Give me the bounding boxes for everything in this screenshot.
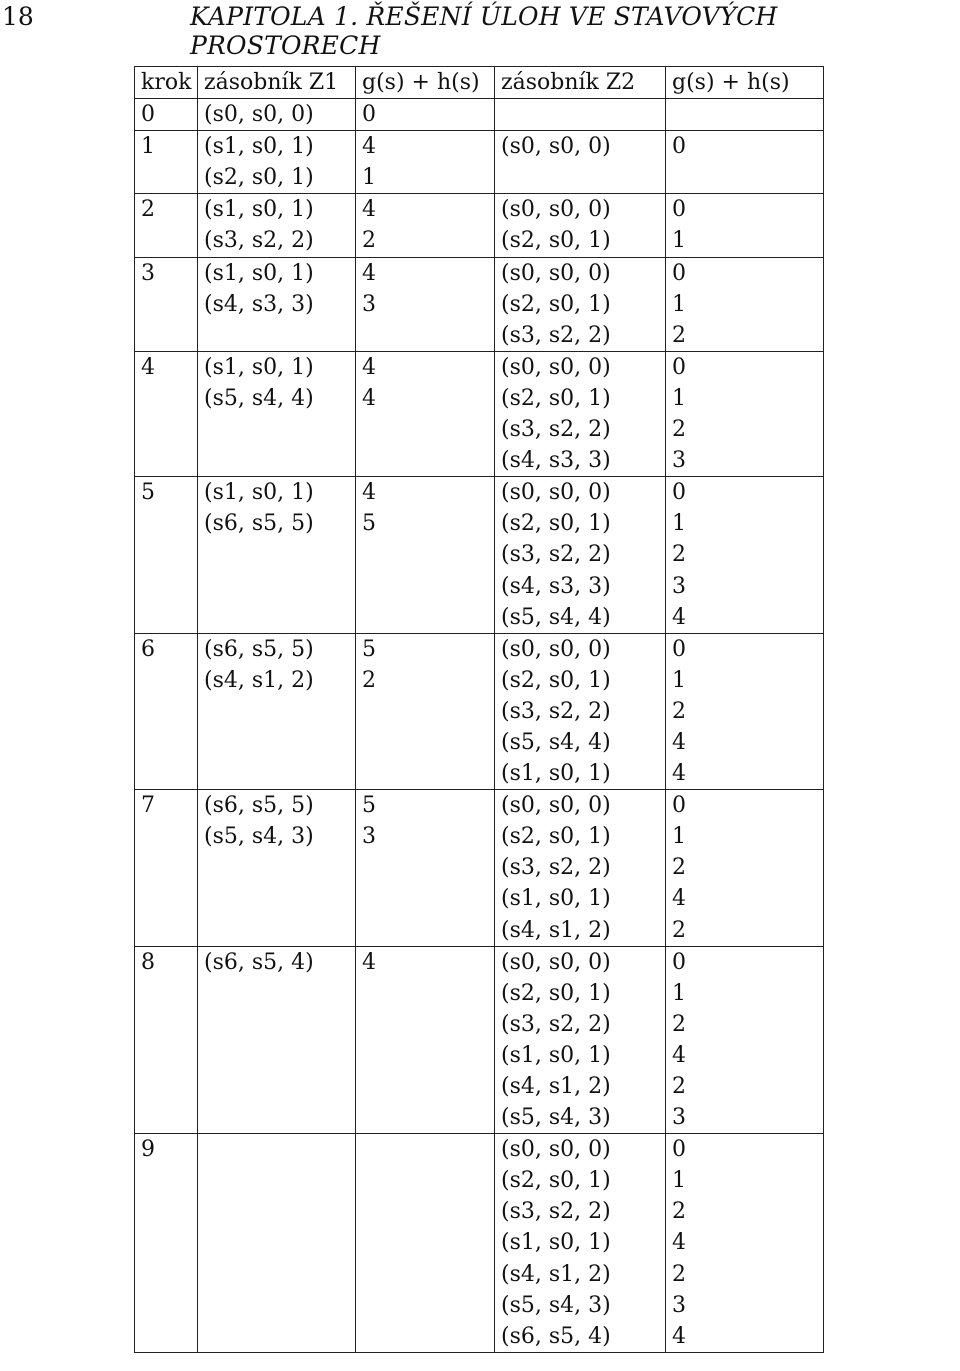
stack-z1-cost-cell: 4: [356, 257, 495, 289]
stack-z2-cost-cell: 0: [666, 477, 824, 509]
search-trace-table: [134, 66, 824, 1353]
stack-z2-cost-cell: 2: [666, 852, 824, 883]
table-row: [135, 633, 824, 665]
stack-z2-node-cell: (s2, s0, 1): [495, 821, 666, 852]
step-number-cell: [135, 915, 198, 947]
stack-z2-node-cell: (s0, s0, 0): [495, 131, 666, 163]
stack-z1-node-cell: [198, 1165, 356, 1196]
stack-z2-node-cell: (s5, s4, 4): [495, 602, 666, 634]
table-row: [135, 477, 824, 509]
stack-z2-node-cell: (s0, s0, 0): [495, 946, 666, 978]
stack-z2-node-cell: (s4, s1, 2): [495, 915, 666, 947]
step-number-cell: [135, 539, 198, 570]
stack-z2-cost-cell: 1: [666, 978, 824, 1009]
stack-z2-cost-cell: 0: [666, 131, 824, 163]
table-row: [135, 1071, 824, 1102]
step-number-cell: 3: [135, 257, 198, 289]
stack-z1-cost-cell: [356, 1290, 495, 1321]
stack-z2-cost-cell: 2: [666, 320, 824, 352]
step-number-cell: [135, 383, 198, 414]
stack-z2-cost-cell: 2: [666, 539, 824, 570]
step-number-cell: 5: [135, 477, 198, 509]
stack-z2-node-cell: (s0, s0, 0): [495, 1134, 666, 1166]
stack-z1-cost-cell: 4: [356, 194, 495, 226]
stack-z2-node-cell: [495, 99, 666, 131]
step-number-cell: [135, 508, 198, 539]
stack-z1-node-cell: [198, 978, 356, 1009]
stack-z2-cost-cell: 4: [666, 727, 824, 758]
stack-z2-cost-cell: 0: [666, 1134, 824, 1166]
table-row: [135, 1165, 824, 1196]
step-number-cell: 6: [135, 633, 198, 665]
stack-z2-node-cell: (s2, s0, 1): [495, 508, 666, 539]
stack-z2-cost-cell: 0: [666, 257, 824, 289]
stack-z2-node-cell: (s0, s0, 0): [495, 633, 666, 665]
column-header-step: krok: [135, 67, 198, 99]
step-number-cell: 1: [135, 131, 198, 163]
table-row: [135, 1290, 824, 1321]
stack-z2-cost-cell: 0: [666, 633, 824, 665]
stack-z1-node-cell: (s6, s5, 4): [198, 946, 356, 978]
table-row: [135, 571, 824, 602]
table-row: [135, 508, 824, 539]
stack-z1-cost-cell: [356, 1040, 495, 1071]
table-row: [135, 320, 824, 352]
column-header-cost-z1: g(s) + h(s): [356, 67, 495, 99]
stack-z2-node-cell: (s0, s0, 0): [495, 477, 666, 509]
stack-z1-node-cell: [198, 1196, 356, 1227]
step-number-cell: 7: [135, 790, 198, 822]
stack-z2-node-cell: (s4, s1, 2): [495, 1071, 666, 1102]
stack-z1-cost-cell: 4: [356, 131, 495, 163]
stack-z1-node-cell: [198, 1227, 356, 1258]
stack-z1-cost-cell: 5: [356, 508, 495, 539]
table-row: [135, 1259, 824, 1290]
stack-z2-cost-cell: 2: [666, 1196, 824, 1227]
stack-z1-cost-cell: [356, 727, 495, 758]
table-row: [135, 445, 824, 477]
stack-z2-cost-cell: 2: [666, 414, 824, 445]
step-number-cell: [135, 852, 198, 883]
table-row: [135, 915, 824, 947]
stack-z1-node-cell: (s1, s0, 1): [198, 477, 356, 509]
step-number-cell: [135, 1071, 198, 1102]
table-row: [135, 665, 824, 696]
stack-z2-node-cell: (s0, s0, 0): [495, 351, 666, 383]
stack-z1-cost-cell: 3: [356, 821, 495, 852]
stack-z1-node-cell: [198, 1290, 356, 1321]
stack-z2-node-cell: (s2, s0, 1): [495, 978, 666, 1009]
stack-z2-cost-cell: 1: [666, 383, 824, 414]
step-number-cell: [135, 978, 198, 1009]
table-row: [135, 99, 824, 131]
step-number-cell: [135, 1102, 198, 1134]
stack-z1-cost-cell: 2: [356, 665, 495, 696]
page-number: 18: [2, 2, 34, 31]
stack-z2-cost-cell: 4: [666, 1227, 824, 1258]
stack-z1-node-cell: [198, 1009, 356, 1040]
stack-z1-cost-cell: 4: [356, 946, 495, 978]
stack-z1-node-cell: [198, 1259, 356, 1290]
stack-z2-cost-cell: 0: [666, 194, 824, 226]
stack-z2-cost-cell: 0: [666, 790, 824, 822]
step-number-cell: [135, 414, 198, 445]
stack-z2-cost-cell: 0: [666, 351, 824, 383]
step-number-cell: [135, 758, 198, 790]
stack-z1-cost-cell: 4: [356, 477, 495, 509]
stack-z1-node-cell: [198, 883, 356, 914]
table-row: [135, 162, 824, 194]
stack-z1-cost-cell: [356, 1102, 495, 1134]
stack-z1-node-cell: [198, 1134, 356, 1166]
step-number-cell: [135, 1290, 198, 1321]
stack-z2-node-cell: (s1, s0, 1): [495, 883, 666, 914]
stack-z2-node-cell: (s3, s2, 2): [495, 1196, 666, 1227]
stack-z2-cost-cell: 2: [666, 696, 824, 727]
table-row: [135, 1227, 824, 1258]
stack-z2-node-cell: (s3, s2, 2): [495, 539, 666, 570]
stack-z1-node-cell: (s1, s0, 1): [198, 131, 356, 163]
table-row: [135, 790, 824, 822]
stack-z1-node-cell: (s4, s3, 3): [198, 289, 356, 320]
stack-z1-cost-cell: [356, 320, 495, 352]
stack-z2-cost-cell: 2: [666, 1009, 824, 1040]
stack-z1-cost-cell: [356, 571, 495, 602]
stack-z2-node-cell: (s4, s3, 3): [495, 445, 666, 477]
stack-z2-cost-cell: 1: [666, 508, 824, 539]
stack-z2-node-cell: (s3, s2, 2): [495, 696, 666, 727]
stack-z2-cost-cell: 3: [666, 1290, 824, 1321]
stack-z1-node-cell: [198, 696, 356, 727]
chapter-title: KAPITOLA 1. ŘEŠENÍ ÚLOH VE STAVOVÝCH PROSTORECH: [190, 2, 778, 60]
table-row: [135, 1040, 824, 1071]
step-number-cell: [135, 883, 198, 914]
stack-z1-cost-cell: 2: [356, 225, 495, 257]
stack-z1-node-cell: (s5, s4, 3): [198, 821, 356, 852]
stack-z1-node-cell: [198, 320, 356, 352]
step-number-cell: [135, 1040, 198, 1071]
stack-z1-node-cell: (s1, s0, 1): [198, 351, 356, 383]
step-number-cell: [135, 225, 198, 257]
stack-z1-node-cell: (s1, s0, 1): [198, 194, 356, 226]
stack-z2-node-cell: (s3, s2, 2): [495, 320, 666, 352]
stack-z2-node-cell: (s5, s4, 3): [495, 1102, 666, 1134]
stack-z2-cost-cell: 4: [666, 602, 824, 634]
stack-z1-node-cell: (s0, s0, 0): [198, 99, 356, 131]
stack-z2-node-cell: (s2, s0, 1): [495, 289, 666, 320]
stack-z2-node-cell: (s3, s2, 2): [495, 1009, 666, 1040]
stack-z1-cost-cell: [356, 1009, 495, 1040]
stack-z2-cost-cell: 1: [666, 289, 824, 320]
step-number-cell: [135, 665, 198, 696]
stack-z1-cost-cell: [356, 758, 495, 790]
running-head: [0, 0, 960, 60]
stack-z1-cost-cell: [356, 1196, 495, 1227]
table-row: [135, 727, 824, 758]
stack-z2-node-cell: (s3, s2, 2): [495, 414, 666, 445]
stack-z1-node-cell: (s1, s0, 1): [198, 257, 356, 289]
stack-z2-node-cell: (s1, s0, 1): [495, 758, 666, 790]
stack-z2-node-cell: (s6, s5, 4): [495, 1321, 666, 1353]
step-number-cell: 2: [135, 194, 198, 226]
stack-z2-cost-cell: [666, 162, 824, 194]
step-number-cell: [135, 1321, 198, 1353]
stack-z2-cost-cell: 1: [666, 225, 824, 257]
table-row: [135, 1102, 824, 1134]
stack-z2-node-cell: (s5, s4, 4): [495, 727, 666, 758]
stack-z1-cost-cell: [356, 539, 495, 570]
stack-z2-cost-cell: 2: [666, 915, 824, 947]
stack-z2-cost-cell: 0: [666, 946, 824, 978]
table-row: [135, 978, 824, 1009]
stack-z2-cost-cell: 4: [666, 883, 824, 914]
stack-z1-node-cell: [198, 915, 356, 947]
step-number-cell: [135, 162, 198, 194]
table-row: [135, 602, 824, 634]
stack-z2-cost-cell: 4: [666, 1040, 824, 1071]
stack-z1-node-cell: [198, 1321, 356, 1353]
table-row: [135, 289, 824, 320]
table-row: [135, 946, 824, 978]
stack-z1-node-cell: (s5, s4, 4): [198, 383, 356, 414]
stack-z1-node-cell: (s6, s5, 5): [198, 508, 356, 539]
table-row: [135, 351, 824, 383]
stack-z1-node-cell: [198, 539, 356, 570]
step-number-cell: [135, 1009, 198, 1040]
stack-z2-node-cell: (s0, s0, 0): [495, 790, 666, 822]
stack-z1-cost-cell: 3: [356, 289, 495, 320]
stack-z2-node-cell: (s4, s3, 3): [495, 571, 666, 602]
table-row: [135, 225, 824, 257]
stack-z2-cost-cell: [666, 99, 824, 131]
stack-z2-node-cell: (s1, s0, 1): [495, 1227, 666, 1258]
stack-z2-node-cell: (s1, s0, 1): [495, 1040, 666, 1071]
stack-z1-node-cell: [198, 414, 356, 445]
stack-z1-node-cell: [198, 852, 356, 883]
stack-z1-node-cell: [198, 1040, 356, 1071]
table-row: [135, 852, 824, 883]
stack-z1-node-cell: [198, 1102, 356, 1134]
stack-z1-cost-cell: [356, 1259, 495, 1290]
column-header-cost-z2: g(s) + h(s): [666, 67, 824, 99]
stack-z2-cost-cell: 4: [666, 758, 824, 790]
stack-z1-cost-cell: 5: [356, 633, 495, 665]
step-number-cell: 8: [135, 946, 198, 978]
stack-z2-node-cell: (s2, s0, 1): [495, 1165, 666, 1196]
stack-z1-cost-cell: [356, 852, 495, 883]
table-row: [135, 539, 824, 570]
stack-z1-cost-cell: [356, 1134, 495, 1166]
table-body: [135, 99, 824, 1353]
table-row: [135, 821, 824, 852]
stack-z2-cost-cell: 2: [666, 1071, 824, 1102]
step-number-cell: [135, 821, 198, 852]
stack-z1-node-cell: [198, 727, 356, 758]
step-number-cell: [135, 571, 198, 602]
stack-z2-cost-cell: 3: [666, 571, 824, 602]
stack-z1-node-cell: (s2, s0, 1): [198, 162, 356, 194]
stack-z1-cost-cell: 1: [356, 162, 495, 194]
stack-z2-cost-cell: 3: [666, 445, 824, 477]
stack-z2-node-cell: (s5, s4, 3): [495, 1290, 666, 1321]
table-header-row: [135, 67, 824, 99]
stack-z2-node-cell: (s2, s0, 1): [495, 383, 666, 414]
column-header-stack-z1: zásobník Z1: [198, 67, 356, 99]
stack-z2-node-cell: (s3, s2, 2): [495, 852, 666, 883]
stack-z1-cost-cell: [356, 1321, 495, 1353]
stack-z1-node-cell: [198, 445, 356, 477]
stack-z1-cost-cell: [356, 602, 495, 634]
stack-z1-node-cell: (s6, s5, 5): [198, 790, 356, 822]
step-number-cell: [135, 727, 198, 758]
stack-z1-node-cell: [198, 758, 356, 790]
stack-z1-cost-cell: [356, 445, 495, 477]
stack-z1-node-cell: (s4, s1, 2): [198, 665, 356, 696]
stack-z2-node-cell: [495, 162, 666, 194]
stack-z1-cost-cell: 0: [356, 99, 495, 131]
step-number-cell: [135, 1259, 198, 1290]
stack-z1-node-cell: [198, 602, 356, 634]
stack-z2-node-cell: (s2, s0, 1): [495, 225, 666, 257]
stack-z2-node-cell: (s4, s1, 2): [495, 1259, 666, 1290]
stack-z1-cost-cell: [356, 1227, 495, 1258]
stack-z2-node-cell: (s0, s0, 0): [495, 194, 666, 226]
stack-z1-cost-cell: [356, 915, 495, 947]
stack-z1-node-cell: [198, 571, 356, 602]
table-row: [135, 1009, 824, 1040]
step-number-cell: [135, 696, 198, 727]
table-row: [135, 1321, 824, 1353]
stack-z1-node-cell: [198, 1071, 356, 1102]
table-row: [135, 1134, 824, 1166]
step-number-cell: 0: [135, 99, 198, 131]
table-row: [135, 194, 824, 226]
step-number-cell: [135, 1227, 198, 1258]
stack-z2-node-cell: (s0, s0, 0): [495, 257, 666, 289]
stack-z2-node-cell: (s2, s0, 1): [495, 665, 666, 696]
table-row: [135, 414, 824, 445]
stack-z2-cost-cell: 1: [666, 665, 824, 696]
stack-z2-cost-cell: 3: [666, 1102, 824, 1134]
stack-z1-cost-cell: [356, 1165, 495, 1196]
stack-z1-cost-cell: [356, 696, 495, 727]
table-row: [135, 383, 824, 414]
stack-z1-cost-cell: 4: [356, 351, 495, 383]
stack-z2-cost-cell: 1: [666, 821, 824, 852]
stack-z1-cost-cell: 4: [356, 383, 495, 414]
stack-z1-cost-cell: [356, 1071, 495, 1102]
stack-z1-cost-cell: [356, 414, 495, 445]
step-number-cell: [135, 602, 198, 634]
stack-z1-node-cell: (s3, s2, 2): [198, 225, 356, 257]
step-number-cell: [135, 1196, 198, 1227]
table-row: [135, 1196, 824, 1227]
step-number-cell: 9: [135, 1134, 198, 1166]
stack-z2-cost-cell: 4: [666, 1321, 824, 1353]
stack-z1-cost-cell: 5: [356, 790, 495, 822]
table-row: [135, 883, 824, 914]
step-number-cell: [135, 320, 198, 352]
stack-z2-cost-cell: 2: [666, 1259, 824, 1290]
step-number-cell: [135, 1165, 198, 1196]
step-number-cell: [135, 445, 198, 477]
table-row: [135, 696, 824, 727]
step-number-cell: [135, 289, 198, 320]
table-row: [135, 131, 824, 163]
stack-z1-cost-cell: [356, 883, 495, 914]
table-row: [135, 758, 824, 790]
stack-z1-cost-cell: [356, 978, 495, 1009]
step-number-cell: 4: [135, 351, 198, 383]
column-header-stack-z2: zásobník Z2: [495, 67, 666, 99]
stack-z2-cost-cell: 1: [666, 1165, 824, 1196]
table-row: [135, 257, 824, 289]
stack-z1-node-cell: (s6, s5, 5): [198, 633, 356, 665]
